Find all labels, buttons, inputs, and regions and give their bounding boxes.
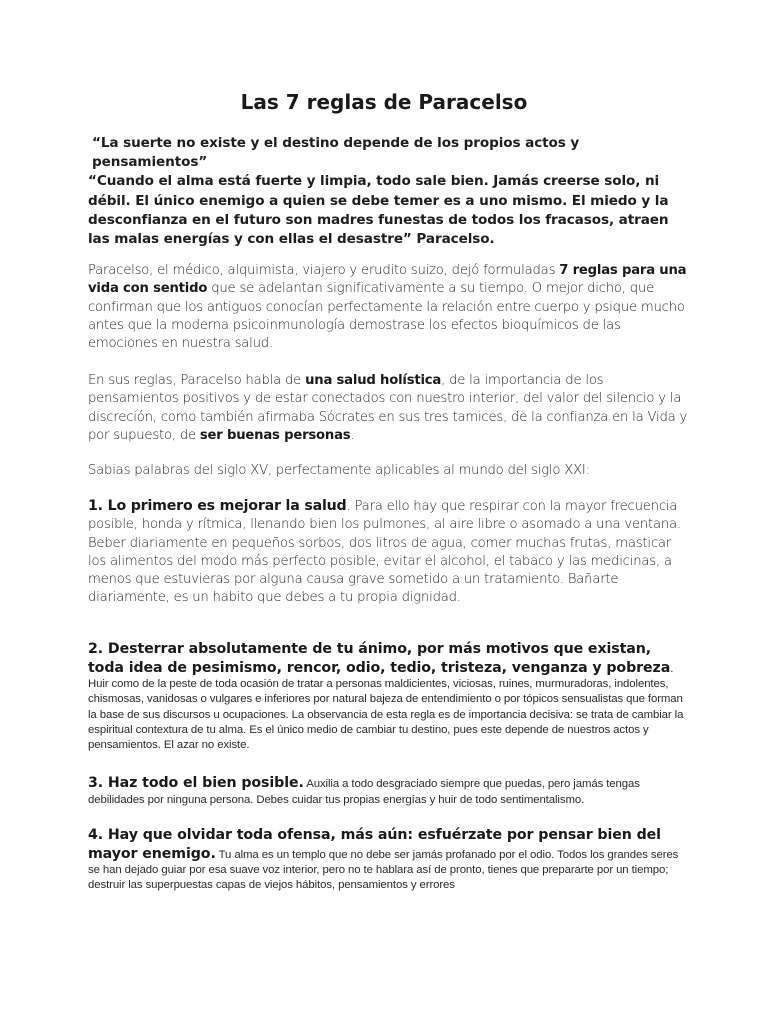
rule-3 (88, 774, 688, 808)
overview-highlight-good-people: ser buenas personas (199, 427, 351, 443)
intro-highlight: 7 reglas para una vida con sentido (88, 263, 687, 297)
rule-4-text: Tu alma es un templo que no debe ser jamás profanado por el odio. Todos los grandes seres se han dejado guiar por esa suave voz interior, pero no te hablara así de pronto, tienes que prepararte por un tiempo; destruir las superpuestas capas de viejos hábitos, pensamientos y errores (88, 848, 679, 892)
opening-quote (88, 134, 688, 249)
quote-line-2: “Cuando el alma está fuerte y limpia, todo sale bien. Jamás creerse solo, ni débil. El único enemigo a quien se debe temer es a uno mismo. El miedo y la desconfianza en el futuro son madres funestas de todos los fracasos, atraen las malas energías y con ellas el desastre” Paracelso. (88, 173, 669, 248)
rule-2-heading: 2. Desterrar absolutamente de tu ánimo, por más motivos que existan, toda idea de pesimismo, rencor, odio, tedio, tristeza, venganza y pobreza (88, 641, 671, 676)
intro-text-end: que se adelantan significativamente a su tiempo. O mejor dicho, que confirman que los antiguos conocían perfectamente la relación entre cuerpo y psique mucho antes que la moderna psicoinmunología demostrase los efectos bioquímicos de las emociones en nuestra salud. (88, 281, 685, 352)
rules-overview-paragraph (88, 372, 688, 445)
rule-3-text: Auxilia a todo desgraciado siempre que puedas, pero jamás tengas debilidades por ninguna persona. Debes cuidar tus propias energías y huir de todo sentimentalismo. (88, 778, 640, 806)
rule-1-text: . Para ello hay que respirar con la mayor frecuencia posible, honda y rítmica, llenando bien los pulmones, al aire libre o asomado a una ventana. Beber diariamente en pequeños sorbos, dos litros de agua, comer muchas frutas, masticar los alimentos del modo más perfecto posible, evitar el alcohol, el tabaco y las medicinas, a menos que estuvieras por alguna causa grave sometido a un tratamiento. Bañarte diariamente, es un habito que debes a tu propia dignidad. (88, 499, 681, 606)
rule-3-heading: 3. Haz todo el bien posible. (88, 775, 304, 791)
century-paragraph: Sabias palabras del siglo XV, perfectamente aplicables al mundo del siglo XXI: (88, 463, 590, 478)
rule-1-heading: 1. Lo primero es mejorar la salud (88, 498, 347, 514)
intro-text-start: Paracelso, el médico, alquimista, viajero y erudito suizo, dejó formuladas (88, 263, 560, 278)
overview-text-middle: , de la importancia de los pensamientos positivos y de estar conectados con nuestro interior, del valor del silencio y la discreción, como también afirmaba Sócrates en sus tres tamices, de la confianza en la Vida y por supuesto, de (88, 373, 688, 443)
rule-1 (88, 497, 688, 608)
document-title: Las 7 reglas de Paracelso (240, 90, 528, 114)
overview-highlight-health: una salud holística (305, 373, 442, 388)
rule-4 (88, 826, 688, 894)
rule-2 (88, 640, 688, 753)
intro-paragraph (88, 262, 688, 353)
overview-text-start: En sus reglas, Paracelso habla de (88, 373, 306, 388)
overview-text-end: . (350, 427, 355, 443)
rule-2-text: . Huir como de la peste de toda ocasión de tratar a personas maldicientes, viciosas, ruines, murmuradoras, indolentes, chismosas, vanidosas o vulgares e inferiores por natural bajeza de entendimiento o por tópicos sensualistas que forman la base de sus discursos u ocupaciones. La observancia de esta regla es de importancia decisiva: se trata de cambiar la espiritual contextura de tu alma. Es el único medio de cambiar tu destino, pues este depende de nuestros actos y pensamientos. El azar no existe. (88, 662, 684, 751)
quote-line-1: “La suerte no existe y el destino depende de los propios actos y pensamientos” (92, 135, 580, 171)
rule-4-heading: 4. Hay que olvidar toda ofensa, más aún: esfuérzate por pensar bien del mayor enemigo. (88, 827, 661, 862)
